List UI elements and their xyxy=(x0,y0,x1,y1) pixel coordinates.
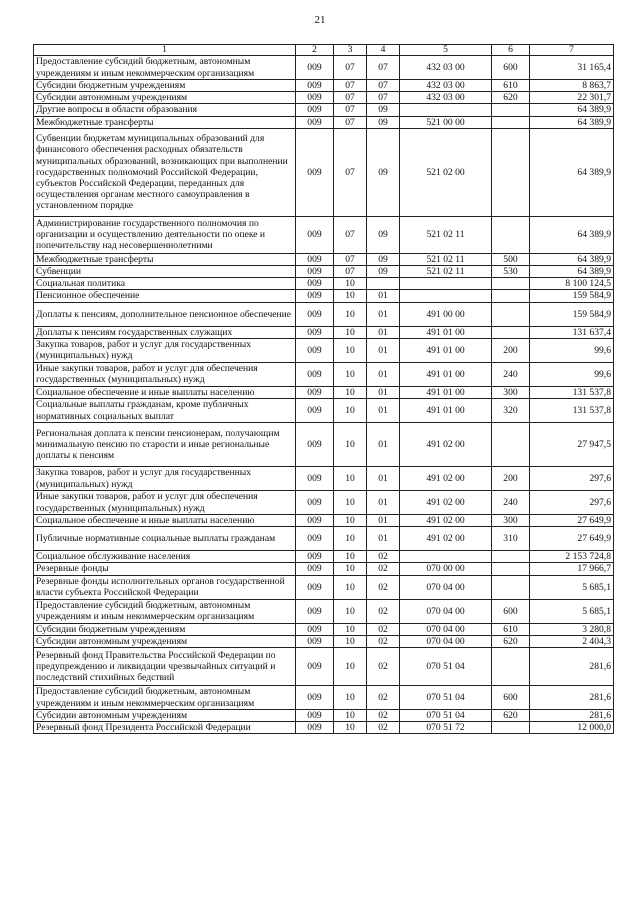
row-name: Иные закупки товаров, работ и услуг для обеспечения государственных (муниципальных) нужд xyxy=(34,362,296,386)
row-amount: 8 100 124,5 xyxy=(530,278,614,290)
row-admin-code: 009 xyxy=(296,399,334,423)
row-subsection-code: 09 xyxy=(367,253,400,265)
row-target-article: 070 51 72 xyxy=(400,722,492,734)
row-expense-type xyxy=(492,216,530,253)
row-name: Социальное обеспечение и иные выплаты населению xyxy=(34,386,296,398)
row-admin-code: 009 xyxy=(296,599,334,623)
row-expense-type xyxy=(492,326,530,338)
row-expense-type: 200 xyxy=(492,467,530,491)
row-target-article: 491 02 00 xyxy=(400,491,492,515)
row-admin-code: 009 xyxy=(296,338,334,362)
row-amount: 297,6 xyxy=(530,467,614,491)
row-amount: 99,6 xyxy=(530,338,614,362)
row-amount: 99,6 xyxy=(530,362,614,386)
table-row xyxy=(34,116,614,128)
row-expense-type: 320 xyxy=(492,399,530,423)
row-admin-code: 009 xyxy=(296,266,334,278)
row-amount: 27 649,9 xyxy=(530,515,614,527)
row-admin-code: 009 xyxy=(296,722,334,734)
row-section-code: 07 xyxy=(334,253,367,265)
row-subsection-code: 01 xyxy=(367,467,400,491)
row-target-article: 070 51 04 xyxy=(400,686,492,710)
row-name: Предоставление субсидий бюджетным, автономным учреждениям и иным некоммерческим организациям xyxy=(34,56,296,80)
row-expense-type xyxy=(492,104,530,116)
budget-table xyxy=(33,44,614,734)
row-subsection-code: 02 xyxy=(367,686,400,710)
row-subsection-code: 01 xyxy=(367,423,400,467)
row-target-article: 521 02 11 xyxy=(400,216,492,253)
row-section-code: 10 xyxy=(334,326,367,338)
table-row xyxy=(34,515,614,527)
row-amount: 8 863,7 xyxy=(530,80,614,92)
row-section-code: 10 xyxy=(334,278,367,290)
row-section-code: 10 xyxy=(334,710,367,722)
row-subsection-code: 02 xyxy=(367,575,400,599)
row-target-article: 521 00 00 xyxy=(400,116,492,128)
row-section-code: 07 xyxy=(334,104,367,116)
row-name: Резервные фонды исполнительных органов государственной власти субъекта Российской Федерации xyxy=(34,575,296,599)
row-target-article: 491 01 00 xyxy=(400,362,492,386)
row-name: Публичные нормативные социальные выплаты гражданам xyxy=(34,527,296,551)
row-target-article xyxy=(400,290,492,302)
row-target-article xyxy=(400,104,492,116)
row-section-code: 07 xyxy=(334,92,367,104)
row-expense-type: 610 xyxy=(492,623,530,635)
row-target-article: 491 01 00 xyxy=(400,326,492,338)
table-row xyxy=(34,722,614,734)
row-name: Доплаты к пенсиям, дополнительное пенсионное обеспечение xyxy=(34,302,296,326)
row-section-code: 10 xyxy=(334,527,367,551)
row-expense-type xyxy=(492,722,530,734)
table-row xyxy=(34,648,614,686)
table-row xyxy=(34,551,614,563)
row-section-code: 10 xyxy=(334,635,367,647)
table-row xyxy=(34,527,614,551)
row-admin-code: 009 xyxy=(296,290,334,302)
row-name: Межбюджетные трансферты xyxy=(34,116,296,128)
row-expense-type: 300 xyxy=(492,386,530,398)
row-subsection-code: 09 xyxy=(367,116,400,128)
row-subsection-code: 09 xyxy=(367,216,400,253)
row-amount: 5 685,1 xyxy=(530,599,614,623)
row-subsection-code: 02 xyxy=(367,551,400,563)
row-amount: 64 389,9 xyxy=(530,116,614,128)
row-subsection-code: 01 xyxy=(367,386,400,398)
row-amount: 64 389,9 xyxy=(530,128,614,216)
table-row xyxy=(34,599,614,623)
row-amount: 64 389,9 xyxy=(530,253,614,265)
row-amount: 281,6 xyxy=(530,686,614,710)
row-name: Резервный фонд Президента Российской Федерации xyxy=(34,722,296,734)
row-name: Региональная доплата к пенсии пенсионерам, получающим минимальную пенсию по старости и иные региональные доплаты к пенсиям xyxy=(34,423,296,467)
row-section-code: 10 xyxy=(334,467,367,491)
row-section-code: 10 xyxy=(334,290,367,302)
row-admin-code: 009 xyxy=(296,56,334,80)
row-section-code: 07 xyxy=(334,216,367,253)
row-name: Субсидии бюджетным учреждениям xyxy=(34,623,296,635)
row-expense-type: 620 xyxy=(492,710,530,722)
row-name: Предоставление субсидий бюджетным, автономным учреждениям и иным некоммерческим организациям xyxy=(34,599,296,623)
row-section-code: 10 xyxy=(334,338,367,362)
table-row xyxy=(34,399,614,423)
table-row xyxy=(34,266,614,278)
row-amount: 2 153 724,8 xyxy=(530,551,614,563)
table-row xyxy=(34,467,614,491)
row-name: Резервный фонд Правительства Российской Федерации по предупреждению и ликвидации чрезвычайных ситуаций и последствий стихийных бедствий xyxy=(34,648,296,686)
row-section-code: 10 xyxy=(334,563,367,575)
row-section-code: 07 xyxy=(334,116,367,128)
row-section-code: 10 xyxy=(334,386,367,398)
table-row xyxy=(34,563,614,575)
row-amount: 64 389,9 xyxy=(530,266,614,278)
table-row xyxy=(34,104,614,116)
row-admin-code: 009 xyxy=(296,467,334,491)
table-row xyxy=(34,128,614,216)
row-amount: 22 301,7 xyxy=(530,92,614,104)
table-row xyxy=(34,278,614,290)
row-target-article: 070 51 04 xyxy=(400,648,492,686)
row-target-article: 521 02 11 xyxy=(400,253,492,265)
column-header: 5 xyxy=(400,45,492,56)
row-amount: 281,6 xyxy=(530,710,614,722)
row-section-code: 10 xyxy=(334,362,367,386)
row-subsection-code: 01 xyxy=(367,338,400,362)
row-section-code: 10 xyxy=(334,599,367,623)
row-target-article: 070 00 00 xyxy=(400,563,492,575)
row-admin-code: 009 xyxy=(296,80,334,92)
row-admin-code: 009 xyxy=(296,527,334,551)
row-target-article: 491 01 00 xyxy=(400,386,492,398)
row-admin-code: 009 xyxy=(296,491,334,515)
table-row xyxy=(34,686,614,710)
row-subsection-code: 07 xyxy=(367,56,400,80)
row-subsection-code: 01 xyxy=(367,515,400,527)
column-header: 1 xyxy=(34,45,296,56)
row-section-code: 10 xyxy=(334,686,367,710)
row-amount: 17 966,7 xyxy=(530,563,614,575)
row-admin-code: 009 xyxy=(296,253,334,265)
row-subsection-code: 01 xyxy=(367,399,400,423)
row-admin-code: 009 xyxy=(296,116,334,128)
row-expense-type: 240 xyxy=(492,491,530,515)
row-expense-type xyxy=(492,290,530,302)
row-name: Субсидии автономным учреждениям xyxy=(34,710,296,722)
row-target-article: 491 01 00 xyxy=(400,399,492,423)
row-amount: 31 165,4 xyxy=(530,56,614,80)
table-row xyxy=(34,216,614,253)
row-target-article xyxy=(400,551,492,563)
row-target-article: 070 04 00 xyxy=(400,599,492,623)
row-name: Субвенции xyxy=(34,266,296,278)
row-section-code: 07 xyxy=(334,56,367,80)
row-name: Закупка товаров, работ и услуг для государственных (муниципальных) нужд xyxy=(34,338,296,362)
row-section-code: 07 xyxy=(334,266,367,278)
row-admin-code: 009 xyxy=(296,104,334,116)
row-section-code: 10 xyxy=(334,551,367,563)
row-section-code: 10 xyxy=(334,399,367,423)
column-header: 7 xyxy=(530,45,614,56)
row-section-code: 10 xyxy=(334,623,367,635)
row-target-article: 521 02 00 xyxy=(400,128,492,216)
row-expense-type: 620 xyxy=(492,92,530,104)
row-subsection-code: 02 xyxy=(367,623,400,635)
table-row xyxy=(34,290,614,302)
table-row xyxy=(34,302,614,326)
row-admin-code: 009 xyxy=(296,623,334,635)
row-admin-code: 009 xyxy=(296,710,334,722)
row-admin-code: 009 xyxy=(296,278,334,290)
row-admin-code: 009 xyxy=(296,575,334,599)
row-expense-type xyxy=(492,563,530,575)
column-header: 2 xyxy=(296,45,334,56)
row-expense-type: 500 xyxy=(492,253,530,265)
row-amount: 281,6 xyxy=(530,648,614,686)
row-admin-code: 009 xyxy=(296,386,334,398)
row-expense-type xyxy=(492,128,530,216)
row-expense-type: 600 xyxy=(492,599,530,623)
row-section-code: 10 xyxy=(334,491,367,515)
row-target-article: 070 51 04 xyxy=(400,710,492,722)
row-expense-type xyxy=(492,302,530,326)
row-admin-code: 009 xyxy=(296,635,334,647)
table-row xyxy=(34,623,614,635)
row-expense-type: 600 xyxy=(492,686,530,710)
row-name: Закупка товаров, работ и услуг для государственных (муниципальных) нужд xyxy=(34,467,296,491)
row-section-code: 07 xyxy=(334,80,367,92)
row-name: Доплаты к пенсиям государственных служащих xyxy=(34,326,296,338)
row-name: Администрирование государственного полномочия по организации и осуществлению деятельности по опеке и попечительству над несовершеннолетними xyxy=(34,216,296,253)
table-row xyxy=(34,253,614,265)
table-row xyxy=(34,326,614,338)
row-amount: 2 404,3 xyxy=(530,635,614,647)
row-subsection-code xyxy=(367,278,400,290)
row-section-code: 10 xyxy=(334,423,367,467)
row-expense-type: 620 xyxy=(492,635,530,647)
row-amount: 64 389,9 xyxy=(530,216,614,253)
row-admin-code: 009 xyxy=(296,648,334,686)
row-amount: 27 947,5 xyxy=(530,423,614,467)
row-target-article xyxy=(400,278,492,290)
row-target-article: 432 03 00 xyxy=(400,92,492,104)
row-name: Резервные фонды xyxy=(34,563,296,575)
row-expense-type xyxy=(492,278,530,290)
row-name: Социальное обеспечение и иные выплаты населению xyxy=(34,515,296,527)
row-subsection-code: 02 xyxy=(367,710,400,722)
table-row xyxy=(34,362,614,386)
row-name: Субсидии автономным учреждениям xyxy=(34,92,296,104)
row-target-article: 491 02 00 xyxy=(400,467,492,491)
row-admin-code: 009 xyxy=(296,302,334,326)
row-amount: 297,6 xyxy=(530,491,614,515)
row-target-article: 521 02 11 xyxy=(400,266,492,278)
table-row xyxy=(34,635,614,647)
row-admin-code: 009 xyxy=(296,362,334,386)
row-section-code: 10 xyxy=(334,302,367,326)
row-name: Субсидии бюджетным учреждениям xyxy=(34,80,296,92)
row-amount: 159 584,9 xyxy=(530,302,614,326)
row-target-article: 432 03 00 xyxy=(400,56,492,80)
row-expense-type: 300 xyxy=(492,515,530,527)
row-section-code: 07 xyxy=(334,128,367,216)
row-name: Субсидии автономным учреждениям xyxy=(34,635,296,647)
row-expense-type: 530 xyxy=(492,266,530,278)
row-name: Предоставление субсидий бюджетным, автономным учреждениям и иным некоммерческим организациям xyxy=(34,686,296,710)
row-amount: 3 280,8 xyxy=(530,623,614,635)
row-expense-type: 610 xyxy=(492,80,530,92)
row-target-article: 491 02 00 xyxy=(400,527,492,551)
row-target-article: 070 04 00 xyxy=(400,575,492,599)
row-amount: 131 537,8 xyxy=(530,386,614,398)
row-subsection-code: 02 xyxy=(367,648,400,686)
row-admin-code: 009 xyxy=(296,216,334,253)
row-admin-code: 009 xyxy=(296,423,334,467)
row-name: Субвенции бюджетам муниципальных образований для финансового обеспечения расходных обязательств муниципальных образований, возникающих при выполнении государственных полномочий Российской Федерации, субъектов Российской Федерации, переданных для осуществления органам местного самоуправления в установленном порядке xyxy=(34,128,296,216)
row-subsection-code: 09 xyxy=(367,104,400,116)
row-name: Социальная политика xyxy=(34,278,296,290)
row-subsection-code: 09 xyxy=(367,266,400,278)
row-subsection-code: 01 xyxy=(367,290,400,302)
row-target-article: 491 02 00 xyxy=(400,423,492,467)
row-target-article: 491 02 00 xyxy=(400,515,492,527)
row-subsection-code: 02 xyxy=(367,635,400,647)
row-subsection-code: 07 xyxy=(367,92,400,104)
row-admin-code: 009 xyxy=(296,326,334,338)
row-admin-code: 009 xyxy=(296,128,334,216)
table-row xyxy=(34,338,614,362)
row-target-article: 070 04 00 xyxy=(400,623,492,635)
row-target-article: 070 04 00 xyxy=(400,635,492,647)
row-amount: 131 637,4 xyxy=(530,326,614,338)
page-number: 21 xyxy=(314,14,326,26)
row-admin-code: 009 xyxy=(296,563,334,575)
row-admin-code: 009 xyxy=(296,551,334,563)
row-subsection-code: 02 xyxy=(367,563,400,575)
row-section-code: 10 xyxy=(334,575,367,599)
row-name: Социальное обслуживание населения xyxy=(34,551,296,563)
table-row xyxy=(34,491,614,515)
row-subsection-code: 02 xyxy=(367,599,400,623)
row-name: Пенсионное обеспечение xyxy=(34,290,296,302)
row-target-article: 491 01 00 xyxy=(400,338,492,362)
row-amount: 27 649,9 xyxy=(530,527,614,551)
row-expense-type xyxy=(492,116,530,128)
row-amount: 64 389,9 xyxy=(530,104,614,116)
row-expense-type: 600 xyxy=(492,56,530,80)
table-row xyxy=(34,575,614,599)
row-subsection-code: 07 xyxy=(367,80,400,92)
row-section-code: 10 xyxy=(334,648,367,686)
row-expense-type xyxy=(492,575,530,599)
row-subsection-code: 01 xyxy=(367,326,400,338)
column-header: 4 xyxy=(367,45,400,56)
row-target-article: 491 00 00 xyxy=(400,302,492,326)
row-name: Межбюджетные трансферты xyxy=(34,253,296,265)
row-expense-type xyxy=(492,648,530,686)
row-subsection-code: 01 xyxy=(367,362,400,386)
row-admin-code: 009 xyxy=(296,92,334,104)
row-expense-type: 200 xyxy=(492,338,530,362)
row-subsection-code: 01 xyxy=(367,302,400,326)
row-expense-type xyxy=(492,551,530,563)
row-expense-type: 240 xyxy=(492,362,530,386)
table-row xyxy=(34,92,614,104)
row-name: Иные закупки товаров, работ и услуг для обеспечения государственных (муниципальных) нужд xyxy=(34,491,296,515)
row-section-code: 10 xyxy=(334,515,367,527)
row-amount: 131 537,8 xyxy=(530,399,614,423)
row-subsection-code: 01 xyxy=(367,491,400,515)
table-row xyxy=(34,80,614,92)
row-admin-code: 009 xyxy=(296,686,334,710)
table-row xyxy=(34,710,614,722)
row-name: Социальные выплаты гражданам, кроме публичных нормативных социальных выплат xyxy=(34,399,296,423)
column-header: 6 xyxy=(492,45,530,56)
row-subsection-code: 09 xyxy=(367,128,400,216)
table-row xyxy=(34,386,614,398)
row-amount: 12 000,0 xyxy=(530,722,614,734)
row-name: Другие вопросы в области образования xyxy=(34,104,296,116)
table-header-row xyxy=(34,45,614,56)
row-expense-type xyxy=(492,423,530,467)
row-subsection-code: 02 xyxy=(367,722,400,734)
row-section-code: 10 xyxy=(334,722,367,734)
column-header: 3 xyxy=(334,45,367,56)
row-subsection-code: 01 xyxy=(367,527,400,551)
row-admin-code: 009 xyxy=(296,515,334,527)
row-amount: 5 685,1 xyxy=(530,575,614,599)
row-target-article: 432 03 00 xyxy=(400,80,492,92)
table-row xyxy=(34,56,614,80)
table-row xyxy=(34,423,614,467)
row-expense-type: 310 xyxy=(492,527,530,551)
row-amount: 159 584,9 xyxy=(530,290,614,302)
